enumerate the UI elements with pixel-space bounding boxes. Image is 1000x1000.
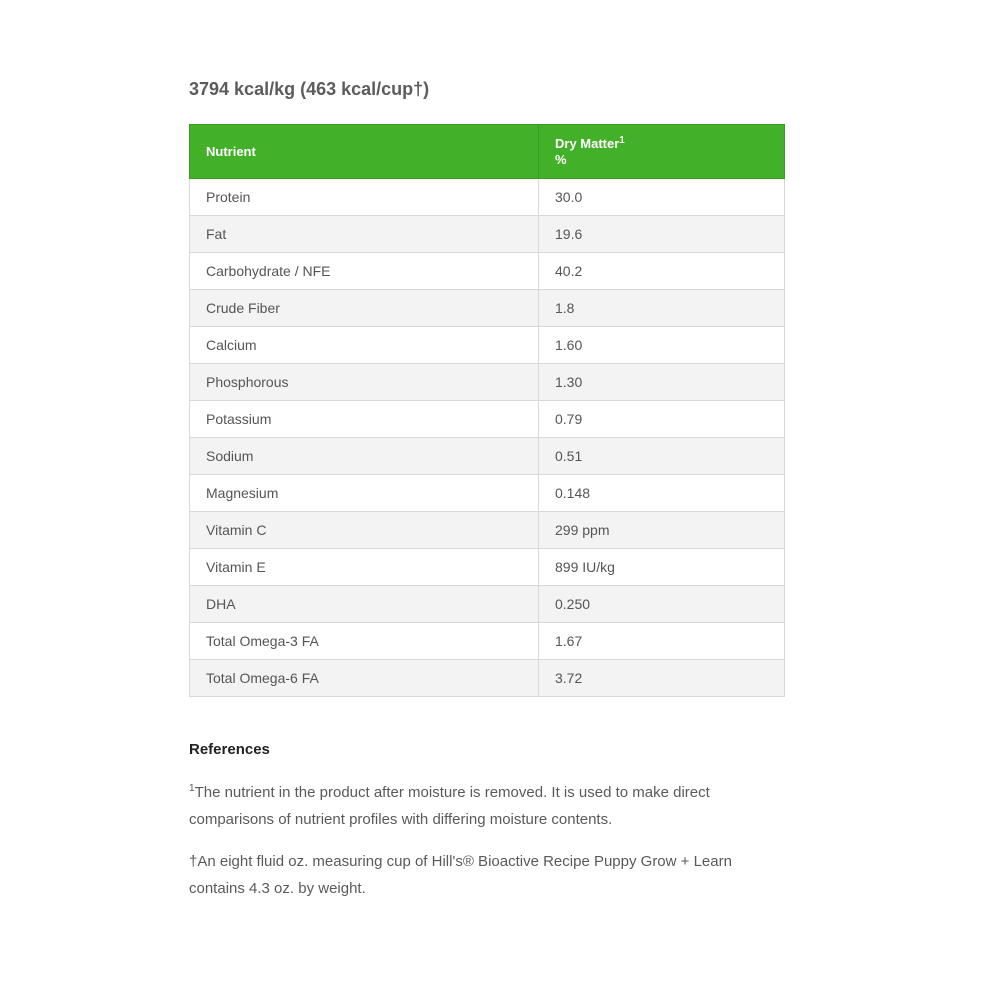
table-row [190, 327, 785, 364]
header-nutrient: Nutrient [190, 125, 539, 179]
table-row [190, 179, 785, 216]
reference-2: †An eight fluid oz. measuring cup of Hill's® Bioactive Recipe Puppy Grow + Learn contains 4.3 oz. by weight. [189, 853, 732, 897]
nutrient-name: Total Omega-6 FA [190, 660, 539, 697]
nutrient-value: 30.0 [539, 179, 785, 216]
nutrient-name: Sodium [190, 438, 539, 475]
nutrient-value: 1.30 [539, 364, 785, 401]
table-row [190, 623, 785, 660]
table-row [190, 549, 785, 586]
nutrient-value: 19.6 [539, 216, 785, 253]
table-row [190, 586, 785, 623]
table-row [190, 290, 785, 327]
nutrient-value: 0.250 [539, 586, 785, 623]
table-row [190, 216, 785, 253]
nutrient-name: Fat [190, 216, 539, 253]
nutrient-value: 3.72 [539, 660, 785, 697]
nutrient-value: 1.8 [539, 290, 785, 327]
header-dry-matter [539, 125, 785, 179]
table-row [190, 253, 785, 290]
nutrient-name: Protein [190, 179, 539, 216]
nutrient-name: Crude Fiber [190, 290, 539, 327]
table-row [190, 660, 785, 697]
header-dry-matter-unit: % [555, 151, 567, 167]
nutrient-name: Potassium [190, 401, 539, 438]
table-row [190, 512, 785, 549]
nutrient-name: Calcium [190, 327, 539, 364]
nutrient-value: 1.60 [539, 327, 785, 364]
table-row [190, 364, 785, 401]
nutrient-name: Vitamin E [190, 549, 539, 586]
nutrient-table [189, 124, 785, 697]
nutrient-value: 0.79 [539, 401, 785, 438]
nutrient-value: 0.51 [539, 438, 785, 475]
reference-1-text: The nutrient in the product after moisture is removed. It is used to make direct comparisons of nutrient profiles with differing moisture contents. [189, 784, 710, 828]
nutrient-value: 299 ppm [539, 512, 785, 549]
nutrient-name: Total Omega-3 FA [190, 623, 539, 660]
nutrient-name: Phosphorous [190, 364, 539, 401]
nutrient-name: DHA [190, 586, 539, 623]
table-header-row [190, 125, 785, 179]
nutrient-value: 40.2 [539, 253, 785, 290]
nutrient-value: 1.67 [539, 623, 785, 660]
nutrient-value: 0.148 [539, 475, 785, 512]
nutrient-name: Magnesium [190, 475, 539, 512]
table-body [190, 179, 785, 697]
nutrient-name: Carbohydrate / NFE [190, 253, 539, 290]
table-row [190, 401, 785, 438]
calorie-content: 3794 kcal/kg (463 kcal/cup†) [189, 79, 430, 99]
table-row [190, 438, 785, 475]
references-heading: References [189, 741, 270, 758]
nutrient-value: 899 IU/kg [539, 549, 785, 586]
table-row [190, 475, 785, 512]
header-dry-matter-footnote: 1 [619, 134, 625, 146]
reference-1 [189, 779, 749, 833]
header-dry-matter-label: Dry Matter [555, 135, 620, 151]
nutrient-name: Vitamin C [190, 512, 539, 549]
reference-1-marker: 1 [189, 783, 195, 794]
